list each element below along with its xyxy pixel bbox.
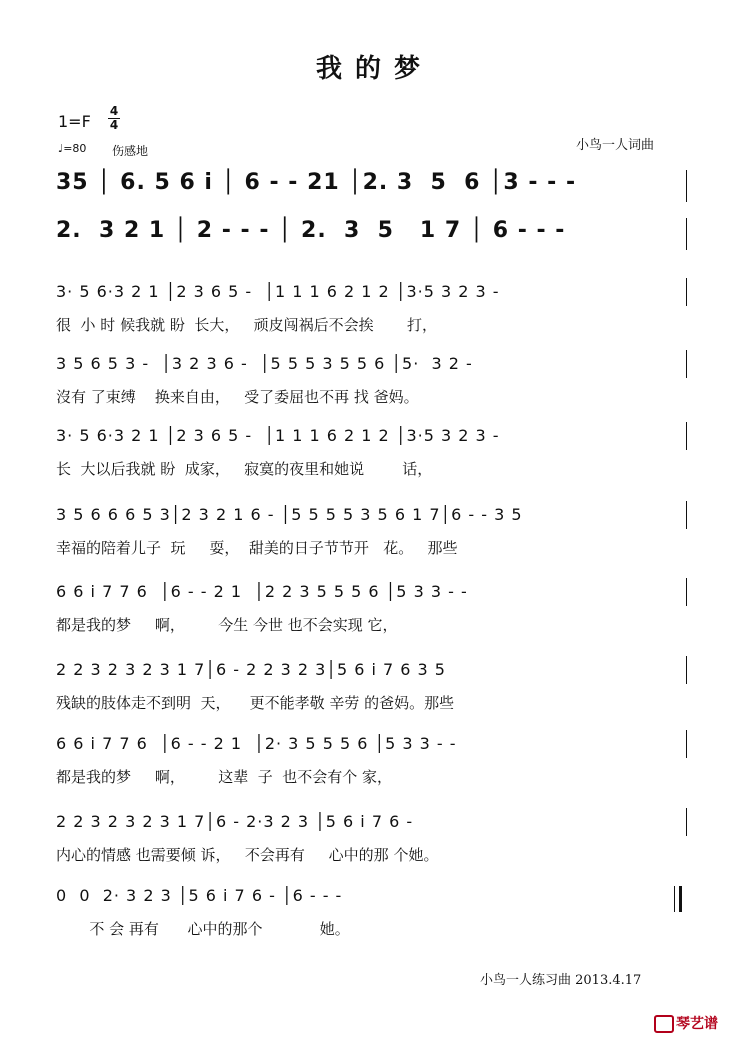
intro-line-1: 35 │ 6. 5 6 i │ 6 - - 21 │2. 3 5 6 │3 - - - [56, 170, 577, 195]
lyric-line: 幸福的陪着儿子 玩 耍， 甜美的日子节节开 花。 那些 [56, 539, 458, 557]
lyric-line: 内心的情感 也需要倾 诉， 不会再有 心中的那 个她。 [56, 846, 439, 864]
note-line: 3· 5 6·3 2 1 │2 3 6 5 - │1 1 1 6 2 1 2 │3·5 3 2 3 - [56, 426, 506, 445]
time-signature [108, 106, 120, 131]
barline [686, 278, 687, 306]
expression-mark: 伤感地 [112, 144, 149, 158]
footer-note: 小鸟一人练习曲 2013.4.17 [480, 973, 642, 988]
lyric-line: 很 小 时 候我就 盼 长大， 顽皮闯祸后不会挨 打， [56, 316, 438, 334]
final-barline-thick [679, 886, 682, 912]
note-line: 3 5 6 6 6 5 3│2 3 2 1 6 - │5 5 5 5 3 5 6 1 7│6 - - 3 5 [56, 505, 523, 524]
site-watermark [654, 1013, 718, 1033]
final-barline-thin [674, 886, 675, 912]
barline [686, 656, 687, 684]
barline [686, 350, 687, 378]
tempo-mark: ♩=80 [58, 142, 87, 155]
intro-line-2: 2. 3 2 1 │ 2 - - - │ 2. 3 5 1 7 │ 6 - - - [56, 218, 566, 243]
barline [686, 422, 687, 450]
lyric-line: 都是我的梦 啊， 这辈 子 也不会有个 家， [56, 768, 393, 786]
note-line: 2 2 3 2 3 2 3 1 7│6 - 2 2 3 2 3│5 6 i 7 6 3 5 [56, 660, 446, 679]
time-bottom: 4 [109, 118, 119, 132]
song-title: 我 的 梦 [315, 54, 423, 84]
watermark-text: 琴艺谱 [676, 1016, 718, 1032]
composer-credit: 小鸟一人词曲 [576, 138, 655, 153]
note-line: 2 2 3 2 3 2 3 1 7│6 - 2·3 2 3 │5 6 i 7 6 - [56, 812, 420, 831]
lyric-line: 沒有 了束缚 换来自由， 受了委屈也不再 找 爸妈。 [56, 388, 419, 406]
note-line: 3· 5 6·3 2 1 │2 3 6 5 - │1 1 1 6 2 1 2 │3·5 3 2 3 - [56, 282, 506, 301]
key-signature: 1=F [58, 112, 91, 131]
barline [686, 501, 687, 529]
barline [686, 578, 687, 606]
lyric-line: 残缺的肢体走不到明 天， 更不能孝敬 辛劳 的爸妈。那些 [56, 694, 455, 712]
lyric-line: 长 大以后我就 盼 成家， 寂寞的夜里和她说 话， [56, 460, 433, 478]
lyric-line: 都是我的梦 啊， 今生 今世 也不会实现 它， [56, 616, 398, 634]
logo-icon [654, 1015, 674, 1033]
lyric-line: 不 会 再有 心中的那个 她。 [56, 920, 350, 938]
time-top: 4 [109, 104, 119, 118]
barline [686, 218, 687, 250]
barline [686, 170, 687, 202]
note-line: 6 6 i 7 7 6 │6 - - 2 1 │2 2 3 5 5 5 6 │5 3 3 - - [56, 582, 474, 601]
note-line: 0 0 2· 3 2 3 │5 6 i 7 6 - │6 - - - [56, 886, 349, 905]
note-line: 3 5 6 5 3 - │3 2 3 6 - │5 5 5 3 5 5 6 │5· 3 2 - [56, 354, 479, 373]
barline [686, 808, 687, 836]
note-line: 6 6 i 7 7 6 │6 - - 2 1 │2· 3 5 5 5 6 │5 3 3 - - [56, 734, 463, 753]
barline [686, 730, 687, 758]
